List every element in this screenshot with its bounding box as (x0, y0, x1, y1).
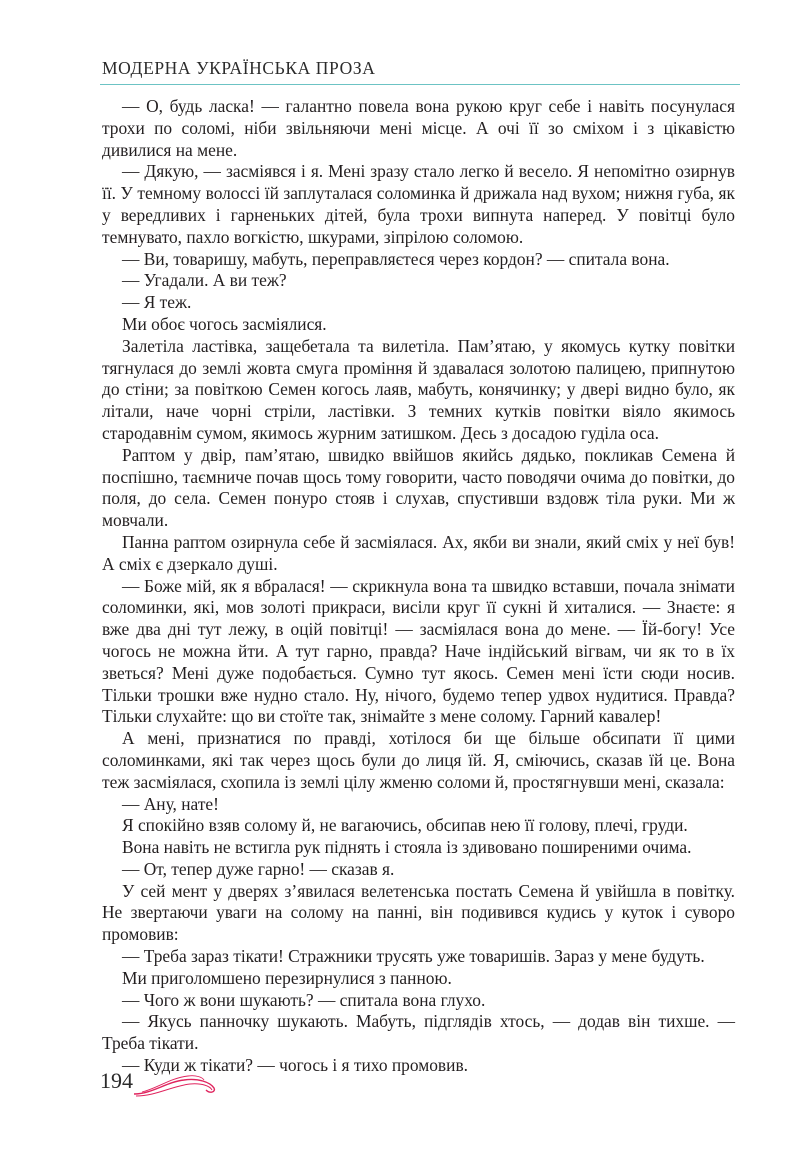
page-number: 194 (100, 1068, 133, 1093)
paragraph: А мені, признатися по правді, хотілося би ще більше обсипати її цими соломинками, які так через щось були до лиця їй. Я, сміючись, сказав їй це. Вона теж засміялася, схопила із землі цілу жменю соломи й, простягнувши мені, сказала: (102, 728, 735, 792)
paragraph: — Я теж. (122, 292, 192, 313)
header-rule (100, 84, 740, 85)
paragraph: Вона навіть не встигла рук піднять і стояла із здивовано поширеними очима. (122, 837, 692, 858)
paragraph: — О, будь ласка! — галантно повела вона рукою круг себе і навіть посунулася трохи по соломі, ніби звільняючи мені місце. А очі її зо сміхом і з цікавістю дивилися на мене. (102, 96, 735, 160)
paragraph: — Ви, товаришу, мабуть, переправляєтеся через кордон? — спитала вона. (122, 248, 670, 269)
running-header: МОДЕРНА УКРАЇНСЬКА ПРОЗА (102, 58, 376, 78)
paragraph: — Ану, нате! (122, 793, 219, 814)
paragraph: — Дякую, — засміявся і я. Мені зразу стало легко й весело. Я непомітно озирнув її. У темному волоссі їй заплуталася соломинка й дрижала над вухом; нижня губа, як у вередливих і гарненьких дітей, була трохи випнута наперед. У повітці було темнувато, пахло вогкістю, шкурами, зіпрілою соломою. (102, 161, 735, 247)
paragraph: — Чого ж вони шукають? — спитала вона глухо. (122, 989, 486, 1010)
paragraph: Панна раптом озирнула себе й засміялася. Ах, якби ви знали, який сміх у неї був! А сміх є дзеркало душі. (102, 531, 735, 574)
paragraph: Ми приголомшено перезирнулися з панною. (122, 967, 452, 988)
paragraph: Залетіла ластівка, защебетала та вилетіла. Пам’ятаю, у якомусь кутку повітки тягнулася до землі жовта смуга проміння й здавалася золотою палицею, припнутою до стіни; за повіткою Семен когось лаяв, мабуть, конячинку; у двері видно було, як літали, наче чорні стріли, ластівки. З темних кутків повітки віяло якимось стародавнім сумом, якимось журним затишком. Десь з досадою гуділа оса. (102, 335, 735, 443)
paragraph: — Боже мій, як я вбралася! — скрикнула вона та швидко вставши, почала знімати соломинки, які, мов золоті прикраси, висіли круг її сукні й хиталися. — Знаєте: я вже два дні тут лежу, в оцій повітці! — засміялася вона до мене. — Їй-богу! Усе чогось не можна йти. А тут гарно, правда? Наче індійський вігвам, чи як то в їх зветься? Мені дуже подобається. Сумно тут якось. Семен мені їсти сюди носив. Тільки трошки вже нудно стало. Ну, нічого, будемо тепер удвох нудитися. Правда? Тільки слухайте: що ви стоїте так, знімайте з мене солому. Гарний кавалер! (102, 575, 735, 727)
paragraph: У сей мент у дверях з’явилася велетенська постать Семена й увійшла в повітку. Не звертаючи уваги на солому на панні, він подивився кудись у куток і суворо промовив: (102, 880, 735, 945)
page-footer (100, 1068, 220, 1102)
paragraph: — Угадали. А ви теж? (122, 270, 287, 291)
paragraph: — Куди ж тікати? — чогось і я тихо промовив. (122, 1055, 469, 1076)
paragraph: Раптом у двір, пам’ятаю, швидко ввійшов якийсь дядько, покликав Семена й поспішно, таємниче почав щось тому говорити, часто поводячи очима до повітки, до поля, до села. Семен понуро стояв і слухав, спустивши вздовж тіла руки. Ми ж мовчали. (102, 444, 735, 531)
paragraph: — Треба зараз тікати! Стражники трусять уже товаришів. Зараз у мене будуть. (122, 946, 705, 967)
body-text (102, 96, 735, 1077)
paragraph: Ми обоє чогось засміялися. (122, 313, 327, 334)
paragraph: — Якусь панночку шукають. Мабуть, підглядів хтось, — додав він тихше. — Треба тікати. (102, 1011, 735, 1054)
paragraph: Я спокійно взяв солому й, не вагаючись, обсипав нею її голову, плечі, груди. (122, 815, 688, 836)
paragraph: — От, тепер дуже гарно! — сказав я. (122, 858, 395, 879)
swirl-flourish-icon (132, 1072, 218, 1098)
